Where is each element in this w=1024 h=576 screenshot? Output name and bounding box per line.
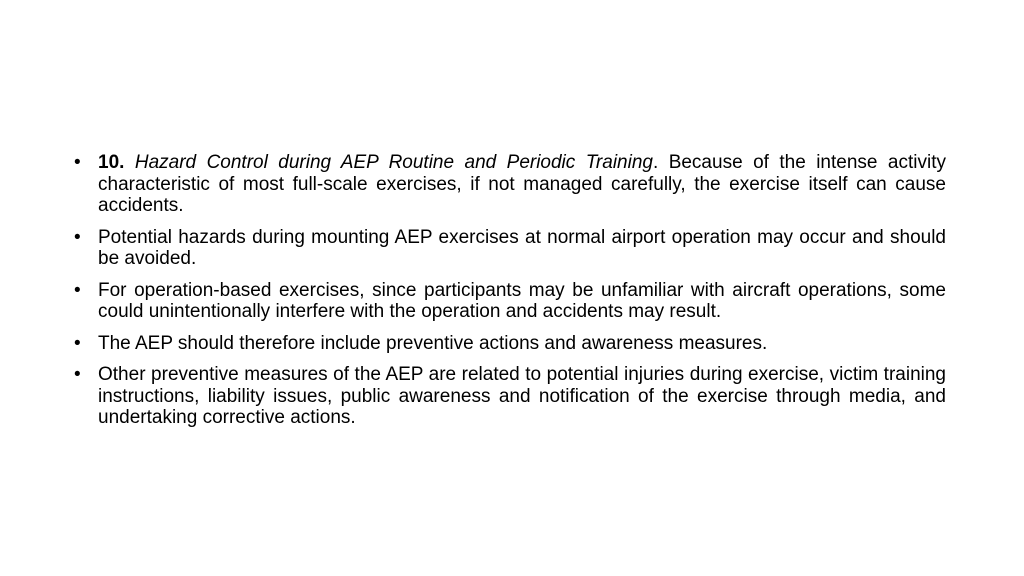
bullet-icon: •: [74, 226, 81, 248]
bullet-icon: •: [74, 152, 81, 173]
bullet-item-other-measures: [74, 364, 946, 429]
bullet-icon: •: [74, 279, 81, 301]
item-text: Other preventive measures of the AEP are related to potential injuries during exercise, victim training instructions, liability issues, public awareness and notification of the exercise through media, and undertaking corrective actions.: [98, 364, 946, 428]
bullet-item-preventive-actions: [74, 333, 946, 355]
item-number: 10.: [98, 152, 125, 173]
bullet-list: [74, 152, 946, 429]
bullet-icon: •: [74, 332, 81, 354]
bullet-item-operation-based: [74, 280, 946, 323]
bullet-icon: •: [74, 364, 81, 385]
item-text: . Because of the intense activity characteristic of most full-scale exercises, if not managed carefully, the exercise itself can cause accidents.: [98, 152, 946, 216]
item-text: The AEP should therefore include preventive actions and awareness measures.: [98, 332, 768, 354]
bullet-item-hazard-control: [74, 152, 946, 217]
bullet-item-potential-hazards: [74, 227, 946, 270]
item-heading: Hazard Control during AEP Routine and Periodic Training: [134, 152, 653, 173]
item-text: For operation-based exercises, since participants may be unfamiliar with aircraft operations, some could unintentionally interfere with the operation and accidents may result.: [98, 279, 946, 322]
item-text: Potential hazards during mounting AEP exercises at normal airport operation may occur and should be avoided.: [98, 226, 946, 269]
